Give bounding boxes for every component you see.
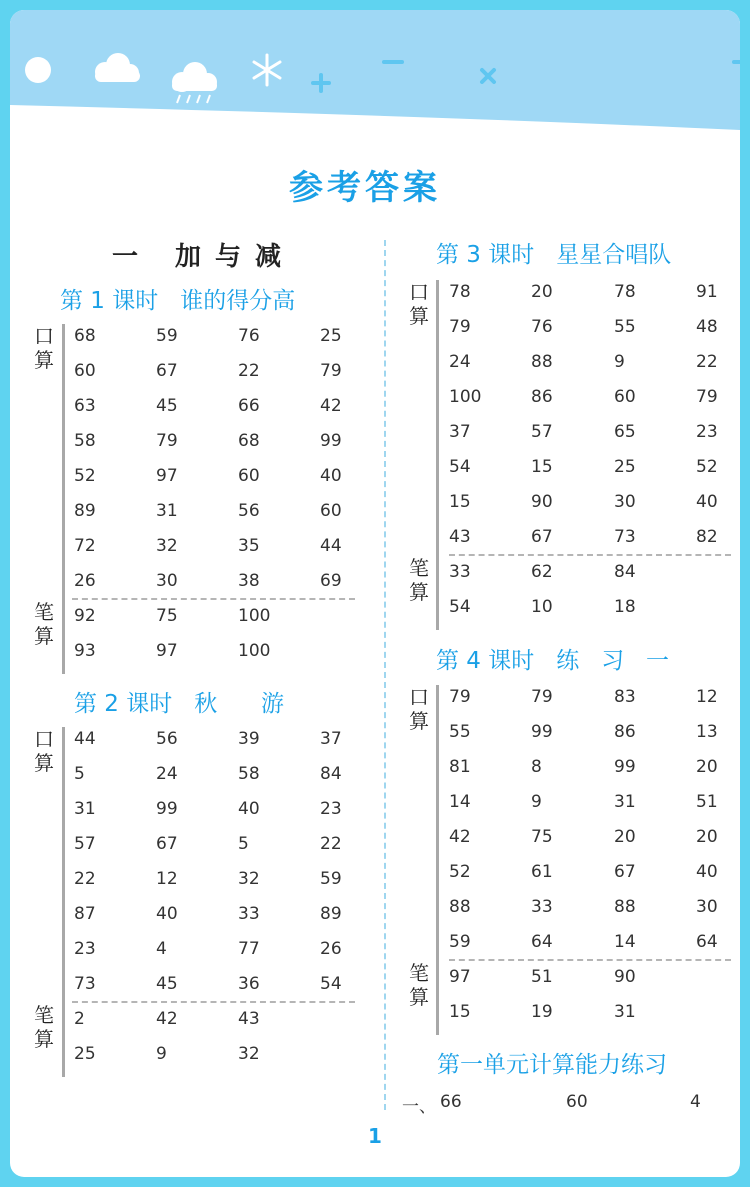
kousuan-answer: 33	[238, 904, 260, 924]
lesson-title: 第 1 课时 谁的得分高	[60, 288, 296, 314]
bisuan-answer: 62	[531, 562, 553, 582]
kousuan-answer: 64	[696, 932, 718, 952]
kousuan-answer: 40	[320, 466, 342, 486]
kousuan-answer: 73	[614, 527, 636, 547]
section-divider	[72, 598, 355, 600]
kousuan-label: 口算	[409, 685, 429, 733]
kousuan-answer: 60	[614, 387, 636, 407]
kousuan-answer: 30	[614, 492, 636, 512]
kousuan-answer: 79	[320, 361, 342, 381]
kousuan-answer: 78	[614, 282, 636, 302]
kousuan-answer: 5	[74, 764, 85, 784]
bisuan-answer: 100	[238, 641, 271, 661]
kousuan-answer: 8	[531, 757, 542, 777]
kousuan-answer: 22	[320, 834, 342, 854]
kousuan-answer: 15	[449, 492, 471, 512]
kousuan-answer: 4	[156, 939, 167, 959]
kousuan-answer: 20	[614, 827, 636, 847]
kousuan-answer: 79	[449, 317, 471, 337]
bisuan-answer: 84	[614, 562, 636, 582]
bisuan-answer: 42	[156, 1009, 178, 1029]
kousuan-answer: 25	[320, 326, 342, 346]
kousuan-answer: 73	[74, 974, 96, 994]
kousuan-answer: 26	[320, 939, 342, 959]
page-title: 参考答案	[289, 168, 441, 208]
kousuan-answer: 38	[238, 571, 260, 591]
kousuan-answer: 22	[238, 361, 260, 381]
kousuan-answer: 54	[320, 974, 342, 994]
kousuan-answer: 76	[531, 317, 553, 337]
sun-icon	[25, 57, 51, 83]
kousuan-answer: 42	[320, 396, 342, 416]
kousuan-answer: 86	[614, 722, 636, 742]
kousuan-answer: 12	[156, 869, 178, 889]
bisuan-answer: 18	[614, 597, 636, 617]
kousuan-answer: 65	[614, 422, 636, 442]
kousuan-answer: 99	[531, 722, 553, 742]
kousuan-answer: 86	[531, 387, 553, 407]
bisuan-answer: 9	[156, 1044, 167, 1064]
bisuan-answer: 2	[74, 1009, 85, 1029]
bisuan-label: 笔算	[409, 556, 429, 604]
kousuan-answer: 88	[614, 897, 636, 917]
kousuan-answer: 12	[696, 687, 718, 707]
kousuan-answer: 25	[614, 457, 636, 477]
bisuan-answer: 51	[531, 967, 553, 987]
unit-title: 一 加与减	[112, 242, 296, 272]
kousuan-answer: 48	[696, 317, 718, 337]
column-bar	[62, 324, 65, 674]
bisuan-answer: 100	[238, 606, 271, 626]
page-number: 1	[368, 1124, 382, 1148]
weather-banner	[10, 10, 740, 140]
kousuan-answer: 54	[449, 457, 471, 477]
kousuan-answer: 67	[531, 527, 553, 547]
kousuan-answer: 33	[531, 897, 553, 917]
kousuan-answer: 63	[74, 396, 96, 416]
kousuan-answer: 9	[614, 352, 625, 372]
kousuan-answer: 40	[238, 799, 260, 819]
kousuan-answer: 84	[320, 764, 342, 784]
kousuan-answer: 5	[238, 834, 249, 854]
bisuan-answer: 25	[74, 1044, 96, 1064]
kousuan-answer: 79	[449, 687, 471, 707]
kousuan-label: 口算	[409, 280, 429, 328]
kousuan-answer: 20	[531, 282, 553, 302]
kousuan-answer: 59	[449, 932, 471, 952]
bisuan-answer: 75	[156, 606, 178, 626]
kousuan-answer: 30	[696, 897, 718, 917]
kousuan-answer: 60	[74, 361, 96, 381]
kousuan-answer: 60	[238, 466, 260, 486]
kousuan-answer: 75	[531, 827, 553, 847]
kousuan-answer: 99	[614, 757, 636, 777]
bisuan-answer: 43	[238, 1009, 260, 1029]
kousuan-answer: 52	[696, 457, 718, 477]
kousuan-answer: 58	[74, 431, 96, 451]
kousuan-answer: 14	[449, 792, 471, 812]
kousuan-answer: 44	[74, 729, 96, 749]
kousuan-answer: 40	[156, 904, 178, 924]
bisuan-answer: 54	[449, 597, 471, 617]
kousuan-answer: 35	[238, 536, 260, 556]
kousuan-answer: 97	[156, 466, 178, 486]
bisuan-answer: 33	[449, 562, 471, 582]
kousuan-answer: 59	[156, 326, 178, 346]
lesson-title: 第 2 课时 秋 游	[74, 691, 285, 717]
kousuan-answer: 56	[156, 729, 178, 749]
kousuan-answer: 77	[238, 939, 260, 959]
kousuan-answer: 13	[696, 722, 718, 742]
kousuan-answer: 91	[696, 282, 718, 302]
kousuan-answer: 88	[449, 897, 471, 917]
kousuan-answer: 23	[320, 799, 342, 819]
kousuan-answer: 15	[531, 457, 553, 477]
kousuan-answer: 90	[531, 492, 553, 512]
bisuan-answer: 10	[531, 597, 553, 617]
kousuan-answer: 66	[238, 396, 260, 416]
bisuan-label: 笔算	[34, 600, 54, 648]
kousuan-answer: 20	[696, 827, 718, 847]
kousuan-answer: 61	[531, 862, 553, 882]
kousuan-answer: 22	[74, 869, 96, 889]
kousuan-answer: 40	[696, 862, 718, 882]
column-bar	[436, 280, 439, 630]
kousuan-answer: 68	[74, 326, 96, 346]
kousuan-answer: 89	[74, 501, 96, 521]
kousuan-answer: 30	[156, 571, 178, 591]
lesson-title: 第 3 课时 星星合唱队	[436, 242, 672, 268]
practice-value: 66	[440, 1092, 462, 1112]
kousuan-answer: 24	[156, 764, 178, 784]
bisuan-answer: 31	[614, 1002, 636, 1022]
column-divider	[384, 240, 386, 1110]
bisuan-answer: 15	[449, 1002, 471, 1022]
kousuan-answer: 81	[449, 757, 471, 777]
kousuan-answer: 37	[320, 729, 342, 749]
kousuan-answer: 57	[74, 834, 96, 854]
kousuan-answer: 68	[238, 431, 260, 451]
bisuan-answer: 90	[614, 967, 636, 987]
kousuan-answer: 45	[156, 974, 178, 994]
kousuan-answer: 59	[320, 869, 342, 889]
kousuan-answer: 88	[531, 352, 553, 372]
kousuan-answer: 76	[238, 326, 260, 346]
kousuan-answer: 56	[238, 501, 260, 521]
kousuan-answer: 24	[449, 352, 471, 372]
kousuan-answer: 26	[74, 571, 96, 591]
column-bar	[436, 685, 439, 1035]
kousuan-answer: 39	[238, 729, 260, 749]
kousuan-answer: 51	[696, 792, 718, 812]
kousuan-answer: 72	[74, 536, 96, 556]
kousuan-answer: 78	[449, 282, 471, 302]
kousuan-answer: 58	[238, 764, 260, 784]
kousuan-answer: 89	[320, 904, 342, 924]
kousuan-answer: 31	[156, 501, 178, 521]
kousuan-answer: 55	[614, 317, 636, 337]
kousuan-answer: 32	[238, 869, 260, 889]
practice-value: 4	[690, 1092, 701, 1112]
section-divider	[449, 554, 731, 556]
kousuan-answer: 37	[449, 422, 471, 442]
kousuan-answer: 67	[614, 862, 636, 882]
practice-value: 60	[566, 1092, 588, 1112]
kousuan-answer: 99	[320, 431, 342, 451]
kousuan-answer: 40	[696, 492, 718, 512]
kousuan-answer: 36	[238, 974, 260, 994]
kousuan-answer: 52	[74, 466, 96, 486]
kousuan-answer: 22	[696, 352, 718, 372]
kousuan-answer: 99	[156, 799, 178, 819]
kousuan-answer: 31	[614, 792, 636, 812]
kousuan-answer: 45	[156, 396, 178, 416]
kousuan-answer: 60	[320, 501, 342, 521]
practice-title: 第一单元计算能力练习	[437, 1052, 667, 1078]
practice-section-label: 一、	[402, 1097, 436, 1117]
bisuan-answer: 92	[74, 606, 96, 626]
kousuan-answer: 67	[156, 834, 178, 854]
kousuan-answer: 82	[696, 527, 718, 547]
kousuan-answer: 52	[449, 862, 471, 882]
kousuan-answer: 64	[531, 932, 553, 952]
kousuan-answer: 31	[74, 799, 96, 819]
kousuan-answer: 23	[696, 422, 718, 442]
kousuan-label: 口算	[34, 324, 54, 372]
kousuan-answer: 87	[74, 904, 96, 924]
kousuan-answer: 57	[531, 422, 553, 442]
kousuan-answer: 44	[320, 536, 342, 556]
bisuan-label: 笔算	[34, 1003, 54, 1051]
bisuan-label: 笔算	[409, 961, 429, 1009]
kousuan-label: 口算	[34, 727, 54, 775]
kousuan-answer: 83	[614, 687, 636, 707]
kousuan-answer: 32	[156, 536, 178, 556]
kousuan-answer: 55	[449, 722, 471, 742]
kousuan-answer: 79	[156, 431, 178, 451]
section-divider	[449, 959, 731, 961]
column-bar	[62, 727, 65, 1077]
bisuan-answer: 97	[156, 641, 178, 661]
bisuan-answer: 93	[74, 641, 96, 661]
kousuan-answer: 20	[696, 757, 718, 777]
kousuan-answer: 9	[531, 792, 542, 812]
lesson-title: 第 4 课时 练 习 一	[436, 648, 670, 674]
kousuan-answer: 79	[696, 387, 718, 407]
section-divider	[72, 1001, 355, 1003]
bisuan-answer: 19	[531, 1002, 553, 1022]
bisuan-answer: 97	[449, 967, 471, 987]
kousuan-answer: 100	[449, 387, 482, 407]
kousuan-answer: 69	[320, 571, 342, 591]
bisuan-answer: 32	[238, 1044, 260, 1064]
kousuan-answer: 43	[449, 527, 471, 547]
kousuan-answer: 79	[531, 687, 553, 707]
kousuan-answer: 14	[614, 932, 636, 952]
kousuan-answer: 67	[156, 361, 178, 381]
kousuan-answer: 23	[74, 939, 96, 959]
kousuan-answer: 42	[449, 827, 471, 847]
